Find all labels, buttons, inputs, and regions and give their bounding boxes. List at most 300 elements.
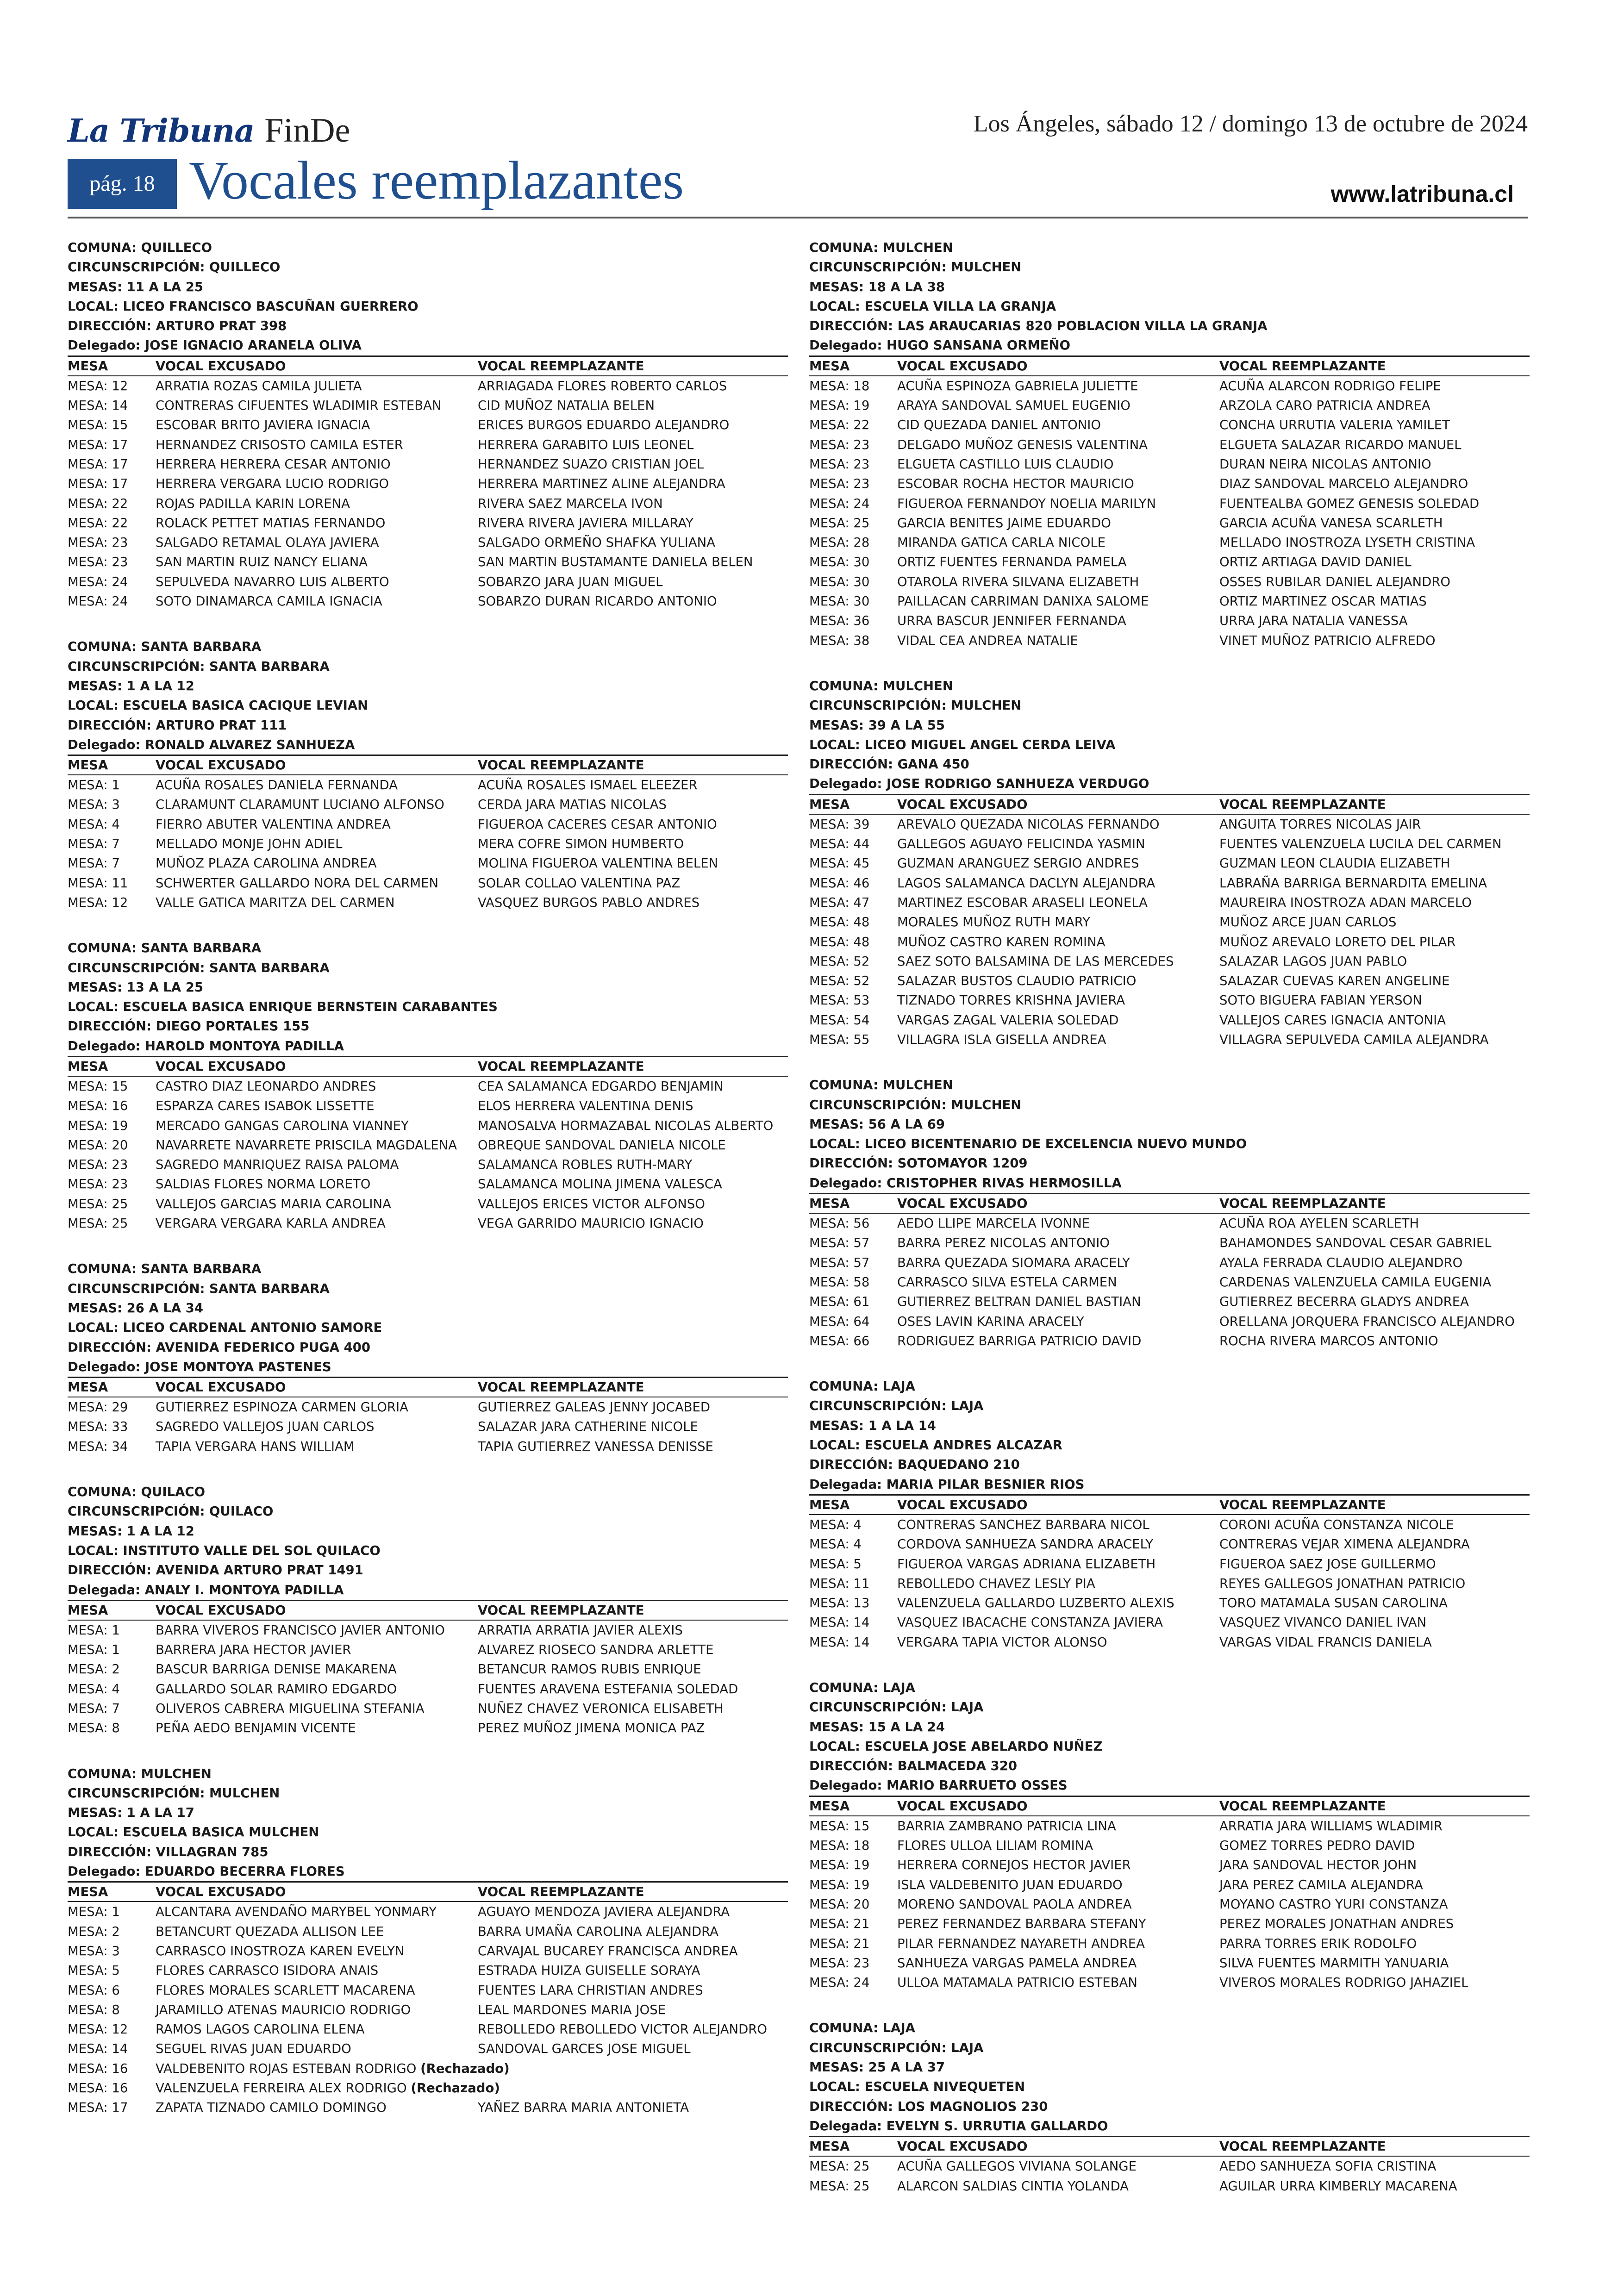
replacement-cell: LEAL MARDONES MARIA JOSE (478, 2002, 666, 2017)
block-mesas: MESAS: 1 A LA 17 (68, 1805, 194, 1821)
table-row (809, 592, 1530, 611)
replacement-cell: FUENTES ARAVENA ESTEFANIA SOLEDAD (478, 1681, 738, 1696)
table-row (68, 415, 788, 435)
column-header: VOCAL REEMPLAZANTE (478, 358, 644, 374)
mesa-cell: MESA: 5 (68, 1963, 120, 1978)
block-mesas: MESAS: 1 A LA 12 (68, 678, 194, 693)
mesa-cell: MESA: 64 (809, 1314, 870, 1329)
mesa-cell: MESA: 23 (68, 555, 128, 570)
mesa-cell: MESA: 57 (809, 1255, 870, 1270)
column-header: MESA (809, 1196, 850, 1211)
block-direccion: DIRECCIÓN: LAS ARAUCARIAS 820 POBLACION VILLA LA GRANJA (809, 318, 1268, 334)
table-row (68, 1155, 788, 1174)
replacement-cell: OBREQUE SANDOVAL DANIELA NICOLE (478, 1137, 726, 1153)
block-circunscripcion: CIRCUNSCRIPCIÓN: SANTA BARBARA (68, 659, 330, 674)
excused-name: CONTRERAS SANCHEZ BARBARA NICOL (897, 1517, 1149, 1532)
table-row (68, 1214, 788, 1233)
excused-name: FIGUEROA FERNANDOY NOELIA MARILYN (897, 496, 1156, 511)
website-link[interactable]: www.latribuna.cl (1330, 181, 1514, 207)
mesa-cell: MESA: 15 (68, 418, 128, 433)
excused-cell (156, 415, 478, 435)
mesa-cell: MESA: 12 (68, 895, 128, 910)
mesa-cell: MESA: 66 (809, 1333, 870, 1348)
table-row (809, 834, 1530, 854)
replacement-cell: MAUREIRA INOSTROZA ADAN MARCELO (1219, 895, 1472, 910)
mesa-cell: MESA: 4 (68, 817, 120, 832)
column-header: VOCAL EXCUSADO (156, 1603, 286, 1618)
replacement-cell: BETANCUR RAMOS RUBIS ENRIQUE (478, 1662, 701, 1677)
excused-cell (897, 991, 1219, 1010)
block-circunscripcion: CIRCUNSCRIPCIÓN: LAJA (809, 1398, 984, 1414)
excused-name: VALENZUELA GALLARDO LUZBERTO ALEXIS (897, 1596, 1174, 1611)
table-row (809, 415, 1530, 435)
excused-cell (156, 572, 478, 592)
mesa-cell: MESA: 52 (809, 973, 870, 989)
mesa-cell: MESA: 39 (809, 817, 870, 832)
mesa-cell: MESA: 23 (809, 437, 870, 452)
excused-cell (897, 1233, 1219, 1253)
excused-cell (156, 1397, 478, 1417)
excused-cell (897, 1633, 1219, 1652)
replacement-cell: ARRIAGADA FLORES ROBERTO CARLOS (478, 378, 727, 393)
column-header: VOCAL REEMPLAZANTE (1219, 2139, 1386, 2154)
replacement-cell: ELOS HERRERA VALENTINA DENIS (478, 1098, 693, 1114)
block-delegado: Delegado: CRISTOPHER RIVAS HERMOSILLA (809, 1175, 1122, 1191)
table-row (809, 1855, 1530, 1875)
block-comuna: COMUNA: SANTA BARBARA (68, 941, 262, 956)
table-row (68, 572, 788, 592)
replacement-cell: JARA PEREZ CAMILA ALEJANDRA (1219, 1877, 1423, 1892)
table-row (68, 1116, 788, 1135)
replacement-cell: ACUÑA ALARCON RODRIGO FELIPE (1219, 378, 1441, 393)
block-comuna: COMUNA: SANTA BARBARA (68, 1261, 262, 1277)
excused-cell (897, 1593, 1219, 1613)
replacement-cell: ACUÑA ROA AYELEN SCARLETH (1219, 1216, 1419, 1231)
mesa-cell: MESA: 11 (68, 875, 128, 891)
replacement-cell: CARDENAS VALENZUELA CAMILA EUGENIA (1219, 1274, 1492, 1290)
excused-name: MERCADO GANGAS CAROLINA VIANNEY (156, 1118, 409, 1133)
table-row (68, 396, 788, 415)
replacement-cell: ACUÑA ROSALES ISMAEL ELEEZER (478, 778, 698, 793)
replacement-cell: SOTO BIGUERA FABIAN YERSON (1219, 993, 1422, 1008)
replacement-cell: CEA SALAMANCA EDGARDO BENJAMIN (478, 1079, 724, 1094)
mesa-cell: MESA: 29 (68, 1400, 128, 1415)
table-row (68, 1679, 788, 1699)
block-mesas: MESAS: 39 A LA 55 (809, 717, 945, 733)
excused-name: VALENZUELA FERREIRA ALEX RODRIGO (156, 2081, 407, 2096)
replacement-cell: DURAN NEIRA NICOLAS ANTONIO (1219, 456, 1431, 472)
excused-cell (897, 2157, 1219, 2176)
excused-name: CLARAMUNT CLARAMUNT LUCIANO ALFONSO (156, 797, 444, 812)
column-header: VOCAL EXCUSADO (897, 358, 1028, 374)
replacement-cell: TAPIA GUTIERREZ VANESSA DENISSE (478, 1439, 713, 1454)
mesa-cell: MESA: 17 (68, 2100, 128, 2115)
excused-cell (156, 854, 478, 873)
mesa-cell: MESA: 23 (809, 476, 870, 492)
table-row (68, 1397, 788, 1417)
brand-finde: FinDe (264, 112, 350, 150)
block-local: LOCAL: LICEO FRANCISCO BASCUÑAN GUERRERO (68, 299, 418, 314)
replacement-cell: OSSES RUBILAR DANIEL ALEJANDRO (1219, 574, 1451, 589)
block-circunscripcion: CIRCUNSCRIPCIÓN: MULCHEN (809, 698, 1022, 713)
excused-cell (897, 415, 1219, 435)
mesa-cell: MESA: 36 (809, 613, 870, 629)
excused-cell (156, 396, 478, 415)
excused-cell (156, 1718, 478, 1738)
mesa-cell: MESA: 2 (68, 1924, 120, 1939)
excused-name: PAILLACAN CARRIMAN DANIXA SALOME (897, 594, 1149, 609)
table-row (809, 1515, 1530, 1534)
table-row (809, 815, 1530, 834)
replacement-cell: FUENTES LARA CHRISTIAN ANDRES (478, 1983, 703, 1998)
excused-name: GALLARDO SOLAR RAMIRO EDGARDO (156, 1681, 397, 1696)
block-local: LOCAL: LICEO MIGUEL ANGEL CERDA LEIVA (809, 737, 1116, 752)
excused-name: CASTRO DIAZ LEONARDO ANDRES (156, 1079, 376, 1094)
replacement-cell: ORTIZ ARTIAGA DAVID DANIEL (1219, 555, 1412, 570)
table-row (68, 1941, 788, 1961)
mesa-cell: MESA: 12 (68, 2022, 128, 2037)
block-comuna: COMUNA: MULCHEN (68, 1766, 212, 1781)
replacement-cell: GUTIERREZ GALEAS JENNY JOCABED (478, 1400, 711, 1415)
excused-cell (897, 1534, 1219, 1554)
column-header: VOCAL REEMPLAZANTE (478, 1380, 644, 1395)
column-header: VOCAL EXCUSADO (897, 1798, 1028, 1814)
mesa-cell: MESA: 14 (68, 2041, 128, 2057)
block-direccion: DIRECCIÓN: ARTURO PRAT 111 (68, 717, 287, 733)
table-row (68, 455, 788, 474)
table-row (68, 1902, 788, 1921)
column-header: MESA (68, 1380, 108, 1395)
excused-cell (156, 1922, 478, 1941)
excused-name: RAMOS LAGOS CAROLINA ELENA (156, 2022, 365, 2037)
replacement-cell: CONCHA URRUTIA VALERIA YAMILET (1219, 418, 1450, 433)
table-row (809, 991, 1530, 1010)
mesa-cell: MESA: 6 (68, 1983, 120, 1998)
excused-name: SCHWERTER GALLARDO NORA DEL CARMEN (156, 875, 439, 891)
excused-name: MUÑOZ PLAZA CAROLINA ANDREA (156, 856, 377, 871)
mesa-cell: MESA: 48 (809, 915, 870, 930)
excused-name: BARRA PEREZ NICOLAS ANTONIO (897, 1235, 1110, 1251)
mesa-cell: MESA: 24 (68, 574, 128, 589)
table-row (809, 494, 1530, 513)
excused-name: VASQUEZ IBACACHE CONSTANZA JAVIERA (897, 1615, 1163, 1630)
block-mesas: MESAS: 25 A LA 37 (809, 2060, 945, 2075)
table-row (68, 513, 788, 533)
table-row (809, 1953, 1530, 1973)
mesa-cell: MESA: 25 (809, 2178, 870, 2194)
mesa-cell: MESA: 17 (68, 476, 128, 492)
block-circunscripcion: CIRCUNSCRIPCIÓN: SANTA BARBARA (68, 1281, 330, 1296)
mesa-cell: MESA: 23 (68, 535, 128, 550)
mesa-cell: MESA: 4 (809, 1537, 862, 1552)
table-row (809, 1934, 1530, 1953)
mesa-cell: MESA: 48 (809, 934, 870, 949)
replacement-cell: SALAMANCA ROBLES RUTH-MARY (478, 1157, 693, 1172)
excused-name: VILLAGRA ISLA GISELLA ANDREA (897, 1032, 1106, 1047)
replacement-cell: VASQUEZ VIVANCO DANIEL IVAN (1219, 1615, 1427, 1630)
excused-name: SEGUEL RIVAS JUAN EDUARDO (156, 2041, 351, 2057)
mesa-cell: MESA: 30 (809, 574, 870, 589)
block-comuna: COMUNA: MULCHEN (809, 678, 953, 693)
table-row (809, 435, 1530, 455)
excused-cell (156, 1417, 478, 1436)
block-local: LOCAL: ESCUELA BASICA MULCHEN (68, 1825, 319, 1840)
mesa-cell: MESA: 1 (68, 1904, 120, 1920)
excused-name: ESCOBAR BRITO JAVIERA IGNACIA (156, 418, 370, 433)
block-direccion: DIRECCIÓN: DIEGO PORTALES 155 (68, 1019, 310, 1034)
column-header: VOCAL REEMPLAZANTE (478, 1059, 644, 1074)
polling-block (68, 1764, 788, 2118)
replacement-cell: DIAZ SANDOVAL MARCELO ALEJANDRO (1219, 476, 1468, 492)
rejected-label: (Rechazado) (411, 2081, 500, 2096)
excused-cell (156, 1096, 478, 1116)
excused-cell (897, 572, 1219, 592)
column-header: VOCAL REEMPLAZANTE (1219, 1798, 1386, 1814)
excused-cell (897, 932, 1219, 952)
excused-cell (897, 854, 1219, 873)
table-row (68, 795, 788, 814)
excused-name: OTAROLA RIVERA SILVANA ELIZABETH (897, 574, 1139, 589)
column-header: VOCAL EXCUSADO (156, 1884, 286, 1900)
table-row (809, 572, 1530, 592)
mesa-cell: MESA: 23 (809, 456, 870, 472)
table-row (68, 1077, 788, 1096)
column-header: VOCAL REEMPLAZANTE (478, 1884, 644, 1900)
excused-name: FIGUEROA VARGAS ADRIANA ELIZABETH (897, 1556, 1156, 1572)
replacement-cell: CARVAJAL BUCAREY FRANCISCA ANDREA (478, 1943, 738, 1958)
block-comuna: COMUNA: MULCHEN (809, 1078, 953, 1093)
mesa-cell: MESA: 23 (68, 1157, 128, 1172)
block-local: LOCAL: ESCUELA BASICA ENRIQUE BERNSTEIN CARABANTES (68, 999, 498, 1015)
column-header: VOCAL EXCUSADO (156, 358, 286, 374)
excused-name: CONTRERAS CIFUENTES WLADIMIR ESTEBAN (156, 398, 442, 413)
polling-block (68, 637, 788, 912)
mesa-cell: MESA: 21 (809, 1936, 870, 1951)
excused-cell (897, 631, 1219, 650)
excused-name: BETANCURT QUEZADA ALLISON LEE (156, 1924, 384, 1939)
excused-name: ACUÑA GALLEGOS VIVIANA SOLANGE (897, 2159, 1137, 2174)
block-direccion: DIRECCIÓN: SOTOMAYOR 1209 (809, 1156, 1028, 1171)
excused-name: TAPIA VERGARA HANS WILLIAM (156, 1439, 355, 1454)
excused-cell (156, 474, 478, 493)
excused-name: HERRERA CORNEJOS HECTOR JAVIER (897, 1858, 1131, 1873)
mesa-cell: MESA: 24 (68, 594, 128, 609)
table-row (68, 1437, 788, 1456)
excused-cell (897, 952, 1219, 971)
excused-cell (897, 893, 1219, 912)
mesa-cell: MESA: 19 (809, 398, 870, 413)
table-row (809, 1836, 1530, 1855)
column-header: VOCAL REEMPLAZANTE (1219, 797, 1386, 812)
table-row (809, 2157, 1530, 2176)
replacement-cell: SALGADO ORMEÑO SHAFKA YULIANA (478, 535, 716, 550)
excused-cell (156, 1437, 478, 1456)
block-comuna: COMUNA: QUILLECO (68, 240, 212, 255)
excused-cell (897, 1973, 1219, 1992)
block-delegado: Delegada: ANALY I. MONTOYA PADILLA (68, 1582, 344, 1597)
excused-cell (156, 513, 478, 533)
mesa-cell: MESA: 14 (809, 1634, 870, 1650)
excused-name: SAGREDO MANRIQUEZ RAISA PALOMA (156, 1157, 399, 1172)
excused-cell (897, 873, 1219, 893)
mesa-cell: MESA: 3 (68, 797, 120, 812)
mesa-cell: MESA: 52 (809, 954, 870, 969)
column-header: MESA (68, 1603, 108, 1618)
excused-name: SEPULVEDA NAVARRO LUIS ALBERTO (156, 574, 389, 589)
excused-name: SALAZAR BUSTOS CLAUDIO PATRICIO (897, 973, 1137, 989)
excused-name: SANHUEZA VARGAS PAMELA ANDREA (897, 1955, 1137, 1971)
mesa-cell: MESA: 19 (68, 1118, 128, 1133)
table-row (809, 1554, 1530, 1574)
replacement-cell: PEREZ MORALES JONATHAN ANDRES (1219, 1916, 1454, 1932)
table-header (68, 1056, 788, 1077)
column-header: MESA (68, 1059, 108, 1074)
excused-cell (156, 815, 478, 834)
replacement-cell: ERICES BURGOS EDUARDO ALEJANDRO (478, 418, 730, 433)
table-header (68, 355, 788, 376)
replacement-cell: ORTIZ MARTINEZ OSCAR MATIAS (1219, 594, 1427, 609)
block-direccion: DIRECCIÓN: GANA 450 (809, 757, 969, 772)
mesa-cell: MESA: 2 (68, 1662, 120, 1677)
block-mesas: MESAS: 18 A LA 38 (809, 279, 945, 294)
replacement-cell: CID MUÑOZ NATALIA BELEN (478, 398, 655, 413)
table-row (809, 376, 1530, 396)
replacement-cell: VINET MUÑOZ PATRICIO ALFREDO (1219, 633, 1436, 648)
table-row (809, 455, 1530, 474)
excused-cell (897, 1272, 1219, 1292)
mesa-cell: MESA: 7 (68, 1701, 120, 1716)
mesa-cell: MESA: 8 (68, 1721, 120, 1736)
replacement-cell: SILVA FUENTES MARMITH YANUARIA (1219, 1955, 1449, 1971)
replacement-cell: ORELLANA JORQUERA FRANCISCO ALEJANDRO (1219, 1314, 1515, 1329)
excused-name: LAGOS SALAMANCA DACLYN ALEJANDRA (897, 875, 1156, 891)
mesa-cell: MESA: 25 (68, 1216, 128, 1231)
excused-name: VIDAL CEA ANDREA NATALIE (897, 633, 1078, 648)
mesa-cell: MESA: 16 (68, 2061, 128, 2076)
excused-name: PEREZ FERNANDEZ BARBARA STEFANY (897, 1916, 1146, 1932)
block-mesas: MESAS: 56 A LA 69 (809, 1116, 945, 1132)
mesa-cell: MESA: 56 (809, 1216, 870, 1231)
excused-cell (156, 1659, 478, 1679)
table-header (68, 1881, 788, 1902)
replacement-cell: ARZOLA CARO PATRICIA ANDREA (1219, 398, 1430, 413)
excused-cell (156, 2098, 478, 2117)
polling-block (809, 2018, 1530, 2195)
table-row (809, 611, 1530, 630)
table-row (809, 1914, 1530, 1933)
excused-name: CID QUEZADA DANIEL ANTONIO (897, 418, 1101, 433)
excused-name: HERNANDEZ CRISOSTO CAMILA ESTER (156, 437, 403, 452)
excused-cell (156, 1941, 478, 1961)
table-row (68, 1096, 788, 1116)
block-comuna: COMUNA: MULCHEN (809, 240, 953, 255)
replacement-cell: ARRATIA ARRATIA JAVIER ALEXIS (478, 1622, 683, 1638)
block-circunscripcion: CIRCUNSCRIPCIÓN: MULCHEN (809, 260, 1022, 275)
mesa-cell: MESA: 22 (809, 418, 870, 433)
replacement-cell: SANDOVAL GARCES JOSE MIGUEL (478, 2041, 691, 2057)
column-header: VOCAL EXCUSADO (897, 2139, 1028, 2154)
mesa-cell: MESA: 47 (809, 895, 870, 910)
excused-name: SALGADO RETAMAL OLAYA JAVIERA (156, 535, 379, 550)
replacement-cell: LABRAÑA BARRIGA BERNARDITA EMELINA (1219, 875, 1487, 891)
block-local: LOCAL: INSTITUTO VALLE DEL SOL QUILACO (68, 1543, 381, 1558)
replacement-cell: VIVEROS MORALES RODRIGO JAHAZIEL (1219, 1975, 1468, 1990)
block-local: LOCAL: ESCUELA NIVEQUETEN (809, 2079, 1025, 2095)
replacement-cell: FUENTES VALENZUELA LUCILA DEL CARMEN (1219, 836, 1502, 852)
mesa-cell: MESA: 7 (68, 856, 120, 871)
replacement-cell: MOLINA FIGUEROA VALENTINA BELEN (478, 856, 718, 871)
excused-name: JARAMILLO ATENAS MAURICIO RODRIGO (156, 2002, 411, 2017)
excused-name: VALLEJOS GARCIAS MARIA CAROLINA (156, 1196, 391, 1211)
replacement-cell: REBOLLEDO REBOLLEDO VICTOR ALEJANDRO (478, 2022, 768, 2037)
excused-cell (897, 1253, 1219, 1272)
excused-cell (897, 513, 1219, 533)
mesa-cell: MESA: 1 (68, 1622, 120, 1638)
polling-block (68, 238, 788, 611)
replacement-cell: SALAZAR LAGOS JUAN PABLO (1219, 954, 1407, 969)
table-header (809, 794, 1530, 815)
mesa-cell: MESA: 22 (68, 496, 128, 511)
block-delegado: Delegado: MARIO BARRUETO OSSES (809, 1778, 1068, 1793)
mesa-cell: MESA: 15 (809, 1818, 870, 1834)
excused-cell (897, 1875, 1219, 1895)
excused-name: SAEZ SOTO BALSAMINA DE LAS MERCEDES (897, 954, 1174, 969)
excused-cell (156, 1679, 478, 1699)
mesa-cell: MESA: 54 (809, 1012, 870, 1028)
table-row (809, 1030, 1530, 1049)
replacement-cell: RIVERA SAEZ MARCELA IVON (478, 496, 663, 511)
mesa-cell: MESA: 24 (809, 1975, 870, 1990)
excused-name: OLIVEROS CABRERA MIGUELINA STEFANIA (156, 1701, 425, 1716)
excused-cell (897, 1855, 1219, 1875)
page-title: Vocales reemplazantes (189, 150, 684, 211)
replacement-cell: MELLADO INOSTROZA LYSETH CRISTINA (1219, 535, 1475, 550)
polling-block (68, 1482, 788, 1738)
replacement-cell: VALLEJOS ERICES VICTOR ALFONSO (478, 1196, 705, 1211)
excused-name: TIZNADO TORRES KRISHNA JAVIERA (897, 993, 1125, 1008)
table-row (809, 1895, 1530, 1914)
mesa-cell: MESA: 5 (809, 1556, 862, 1572)
excused-cell (897, 376, 1219, 396)
table-row (809, 1534, 1530, 1554)
mesa-cell: MESA: 53 (809, 993, 870, 1008)
table-row (809, 474, 1530, 493)
replacement-cell: GOMEZ TORRES PEDRO DAVID (1219, 1838, 1415, 1853)
mesa-cell: MESA: 4 (68, 1681, 120, 1696)
replacement-cell: HERNANDEZ SUAZO CRISTIAN JOEL (478, 456, 704, 472)
replacement-cell: FIGUEROA CACERES CESAR ANTONIO (478, 817, 717, 832)
replacement-cell: GUZMAN LEON CLAUDIA ELIZABETH (1219, 856, 1450, 871)
column-header: VOCAL REEMPLAZANTE (1219, 358, 1386, 374)
excused-cell (156, 775, 478, 795)
excused-cell (897, 1895, 1219, 1914)
excused-cell (156, 795, 478, 814)
table-row (68, 2000, 788, 2020)
table-header (809, 355, 1530, 376)
mesa-cell: MESA: 57 (809, 1235, 870, 1251)
excused-name: MARTINEZ ESCOBAR ARASELI LEONELA (897, 895, 1148, 910)
excused-name: ROJAS PADILLA KARIN LORENA (156, 496, 350, 511)
block-local: LOCAL: LICEO CARDENAL ANTONIO SAMORE (68, 1320, 382, 1335)
block-circunscripcion: CIRCUNSCRIPCIÓN: LAJA (809, 1700, 984, 1715)
replacement-cell: MANOSALVA HORMAZABAL NICOLAS ALBERTO (478, 1118, 774, 1133)
block-comuna: COMUNA: LAJA (809, 2021, 915, 2036)
block-local: LOCAL: ESCUELA JOSE ABELARDO NUÑEZ (809, 1739, 1103, 1754)
excused-name: GUTIERREZ ESPINOZA CARMEN GLORIA (156, 1400, 408, 1415)
excused-name: MUÑOZ CASTRO KAREN ROMINA (897, 934, 1106, 949)
table-header (809, 1796, 1530, 1816)
mesa-cell: MESA: 19 (809, 1858, 870, 1873)
